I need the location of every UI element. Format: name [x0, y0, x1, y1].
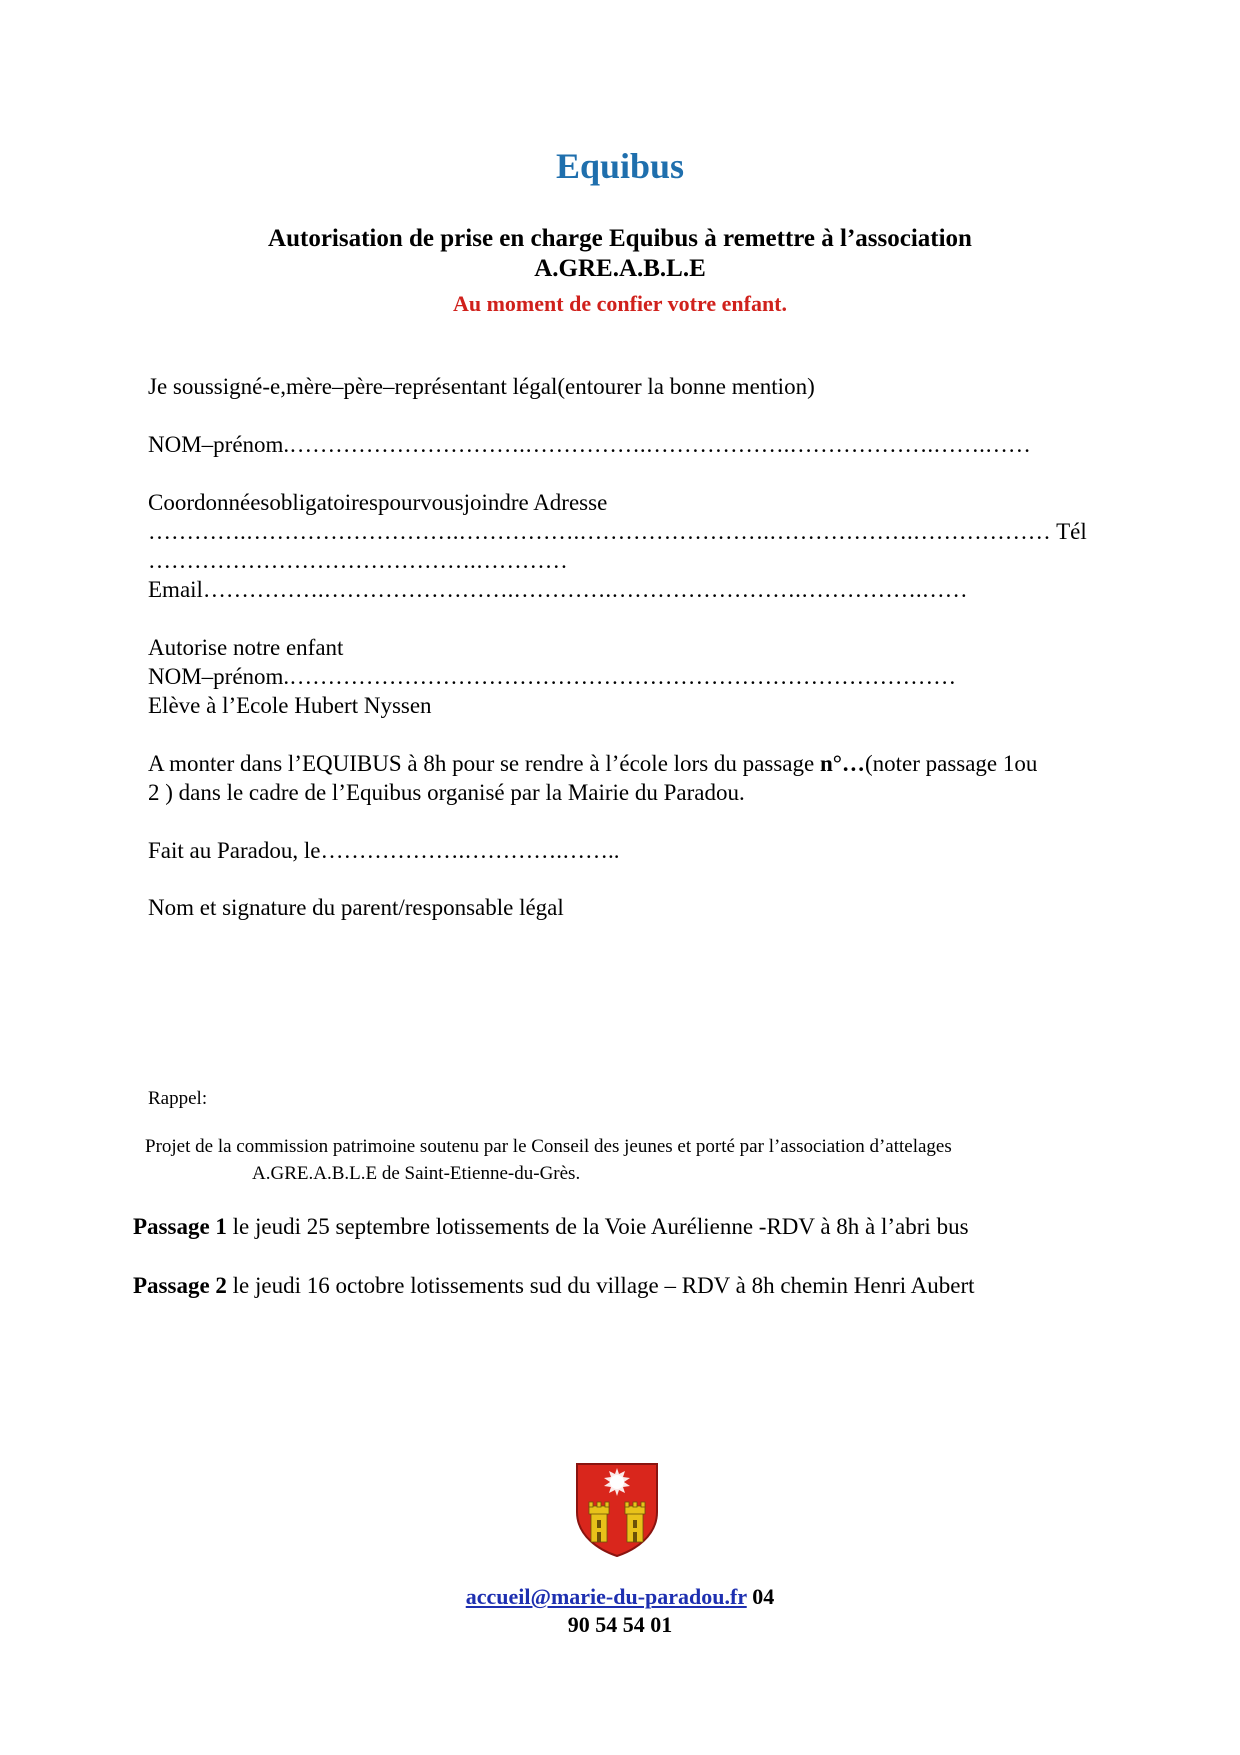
subtitle-line-2: A.GRE.A.B.L.E [534, 255, 706, 282]
line-eleve: Elève à l’Ecole Hubert Nyssen [148, 693, 432, 718]
coat-of-arms-icon [573, 1460, 661, 1558]
subtitle-line-1: Autorisation de prise en charge Equibus à remettre à l’association [268, 225, 972, 252]
passage-1-label: Passage 1 [133, 1214, 227, 1239]
passage-number-field: n°… [819, 751, 865, 776]
passage-2-label: Passage 2 [133, 1273, 227, 1298]
projet-line-1: Projet de la commission patrimoine soutenu par le Conseil des jeunes et porté par l’association d’attelages [145, 1136, 952, 1157]
line-monter [148, 749, 1037, 778]
line-monter-2: 2 ) dans le cadre de l’Equibus organisé par la Mairie du Paradou. [148, 780, 745, 805]
passage-1-text: le jeudi 25 septembre lotissements de la Voie Aurélienne -RDV à 8h à l’abri bus [226, 1214, 969, 1239]
line-coordonnees: Coordonnéesobligatoirespourvousjoindre Adresse [148, 490, 608, 515]
line-fait: Fait au Paradou, le……………….………….…….. [148, 838, 620, 863]
line-monter-text: A monter dans l’EQUIBUS à 8h pour se rendre à l’école lors du passage [148, 751, 820, 776]
line-email: Email…………….…………………….………….…………………….…………….…… [148, 577, 968, 602]
passage-1 [133, 1212, 969, 1241]
phone-part-2: 90 54 54 01 [567, 1612, 673, 1637]
email-link[interactable]: accueil@marie-du-paradou.fr [465, 1584, 747, 1609]
notice-text: Au moment de confier votre enfant. [452, 291, 788, 316]
line-nom-prenom: NOM–prénom.………………………….…………….……………….……………….…….…… [148, 432, 1031, 457]
phone-part-1: 04 [746, 1584, 775, 1609]
line-nom-prenom-enfant: NOM–prénom.…………………………………………………………………………… [148, 664, 957, 689]
line-soussigne: Je soussigné-e,mère–père–représentant légal(entourer la bonne mention) [148, 374, 815, 399]
document-subtitle [0, 224, 1240, 284]
passage-2 [133, 1271, 975, 1300]
projet-line-2: A.GRE.A.B.L.E de Saint-Etienne-du-Grès. [252, 1163, 581, 1184]
footer-contact [0, 1583, 1240, 1611]
line-adresse-dots: ………….……………………….…………….…………………….……………….……………… Tél [148, 519, 1087, 544]
line-autorise: Autorise notre enfant [148, 635, 344, 660]
line-signature: Nom et signature du parent/responsable légal [148, 895, 564, 920]
document-title: Equibus [555, 146, 685, 186]
line-monter-note: (noter passage 1ou [864, 751, 1038, 776]
rappel-label: Rappel: [148, 1088, 208, 1109]
passage-2-text: le jeudi 16 octobre lotissements sud du village – RDV à 8h chemin Henri Aubert [226, 1273, 975, 1298]
line-tel-dots: …………………………………….………… [148, 548, 568, 573]
